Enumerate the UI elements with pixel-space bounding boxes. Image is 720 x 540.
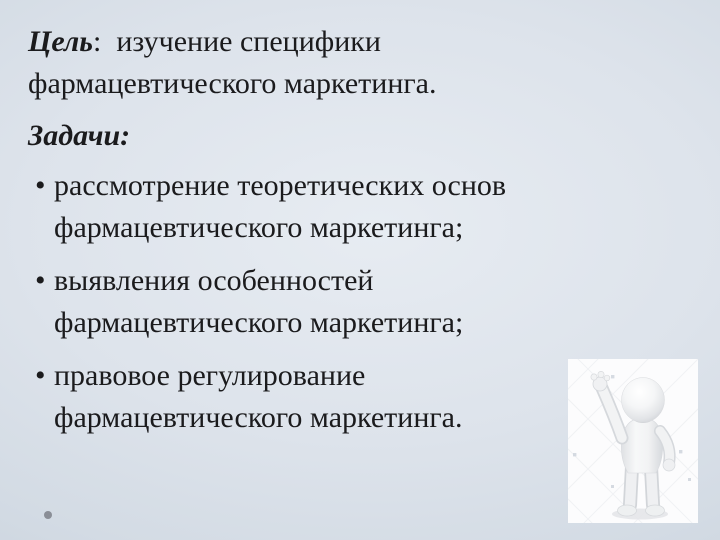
list-item — [28, 260, 638, 344]
bullet-text-line: рассмотрение теоретических основ — [54, 169, 507, 202]
goal-line-1 — [28, 21, 638, 63]
3d-person-waving-icon — [568, 359, 698, 523]
bullet-text-line: фармацевтического маркетинга; — [54, 306, 464, 339]
waving-figure-image — [568, 359, 698, 523]
slide-text-block — [28, 21, 638, 450]
bullet-icon: • — [35, 169, 46, 202]
bullet-text-line: правовое регулирование — [54, 359, 366, 392]
list-item — [28, 165, 638, 249]
goal-text: : изучение специфики — [93, 25, 381, 58]
empty-bullet-dot — [44, 511, 52, 519]
tasks-heading: Задачи: — [28, 119, 131, 152]
goal-paragraph — [28, 21, 638, 105]
bullet-text-line: фармацевтического маркетинга; — [54, 211, 464, 244]
bullet-text-line: фармацевтического маркетинга. — [54, 401, 463, 434]
bullet-icon: • — [35, 264, 46, 297]
tasks-bullet-list — [28, 165, 638, 439]
bullet-text-line: выявления особенностей — [54, 264, 374, 297]
goal-label: Цель — [28, 25, 94, 58]
list-item — [28, 355, 638, 439]
bullet-icon: • — [35, 359, 46, 392]
goal-line-2: фармацевтического маркетинга. — [28, 67, 437, 100]
